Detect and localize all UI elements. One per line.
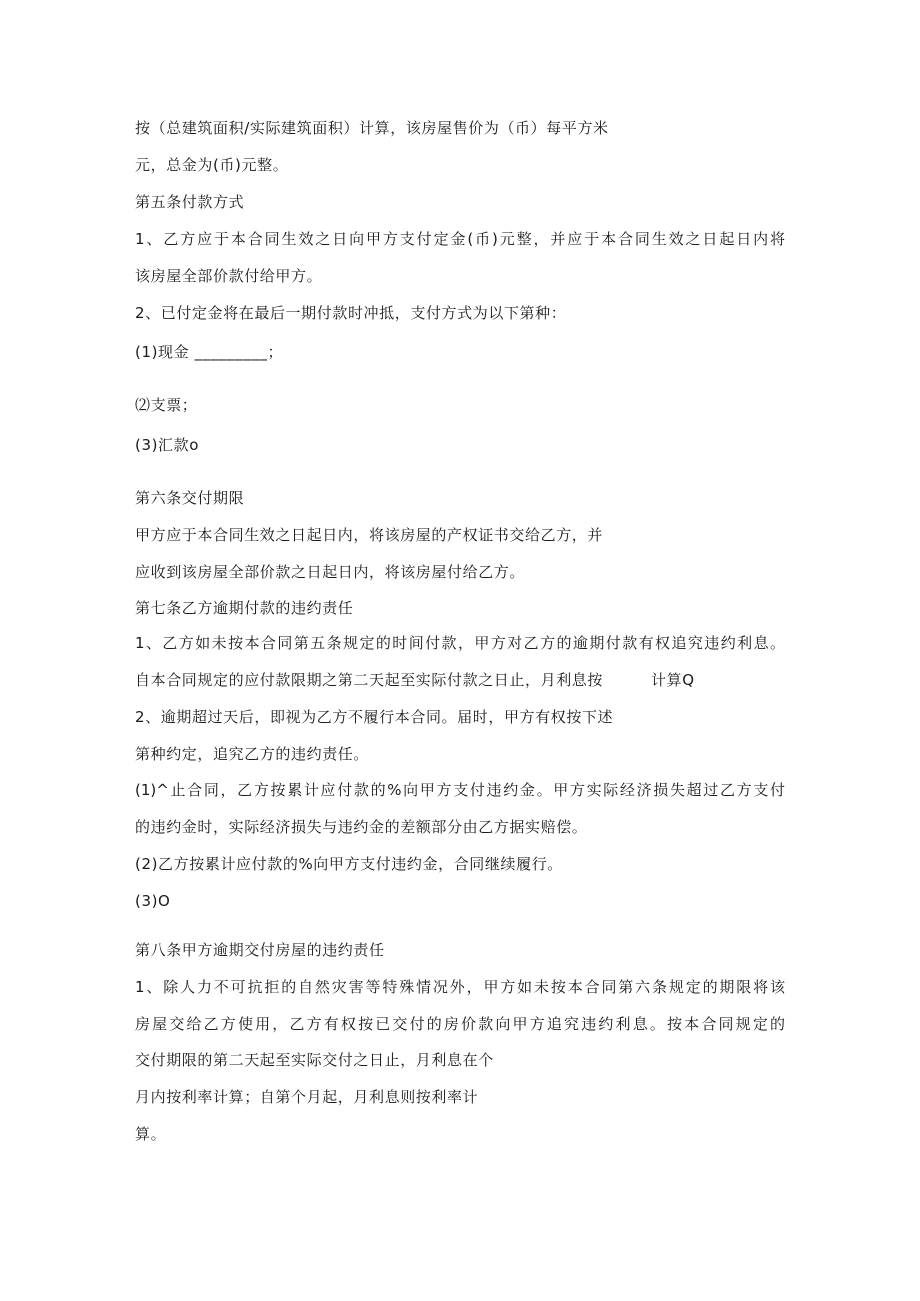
text-line: 2、已付定金将在最后一期付款时冲抵，支付方式为以下第种： bbox=[135, 304, 567, 322]
text-line: 算。 bbox=[135, 1125, 167, 1143]
text-line: 房屋交给乙方使用，乙方有权按已交付的房价款向甲方追究违约利息。按本合同规定的 bbox=[135, 1015, 785, 1033]
section-heading: 第八条甲方逾期交付房屋的违约责任 bbox=[135, 941, 385, 959]
text-line: (1)^止合同，乙方按累计应付款的%向甲方支付违约金。甲方实际经济损失超过乙方支付 bbox=[135, 781, 785, 799]
text-line: 按（总建筑面积/实际建筑面积）计算，该房屋售价为（币）每平方米 bbox=[135, 119, 609, 137]
text-line: 应收到该房屋全部价款之日起日内，将该房屋付给乙方。 bbox=[135, 563, 526, 581]
section-heading: 第七条乙方逾期付款的违约责任 bbox=[135, 599, 354, 617]
text-line: (2)乙方按累计应付款的%向甲方支付违约金，合同继续履行。 bbox=[135, 855, 563, 873]
text-line: (1)现金 _________； bbox=[135, 343, 284, 361]
text-line: 交付期限的第二天起至实际交付之日止，月利息在个 bbox=[135, 1051, 494, 1069]
text-line: 该房屋全部价款付给甲方。 bbox=[135, 267, 323, 285]
text-line: 第种约定，追究乙方的违约责任。 bbox=[135, 745, 370, 763]
text-segment: 计算Q bbox=[651, 671, 695, 689]
text-line: 1、除人力不可抗拒的自然灾害等特殊情况外，甲方如未按本合同第六条规定的期限将该 bbox=[135, 978, 785, 996]
text-line: (3)O bbox=[135, 892, 171, 910]
text-line: 甲方应于本合同生效之日起日内，将该房屋的产权证书交给乙方，并 bbox=[135, 526, 604, 544]
text-line: 月内按利率计算；自第个月起，月利息则按利率计 bbox=[135, 1088, 479, 1106]
text-line bbox=[135, 670, 695, 690]
text-line: (3)汇款o bbox=[135, 436, 200, 454]
text-line: 元，总金为(币)元整。 bbox=[135, 156, 289, 174]
text-segment: 自本合同规定的应付款限期之第二天起至实际付款之日止，月利息按 bbox=[135, 671, 604, 689]
section-heading: 第六条交付期限 bbox=[135, 489, 245, 507]
text-line: 的违约金时，实际经济损失与违约金的差额部分由乙方据实赔偿。 bbox=[135, 818, 588, 836]
text-line: ⑵支票； bbox=[135, 396, 198, 414]
section-heading: 第五条付款方式 bbox=[135, 193, 245, 211]
text-line: 1、乙方应于本合同生效之日向甲方支付定金(币)元整，并应于本合同生效之日起日内将 bbox=[135, 230, 785, 248]
text-line: 2、逾期超过天后，即视为乙方不履行本合同。届时，甲方有权按下述 bbox=[135, 708, 614, 726]
text-line: 1、乙方如未按本合同第五条规定的时间付款，甲方对乙方的逾期付款有权追究违约利息。 bbox=[135, 634, 785, 652]
